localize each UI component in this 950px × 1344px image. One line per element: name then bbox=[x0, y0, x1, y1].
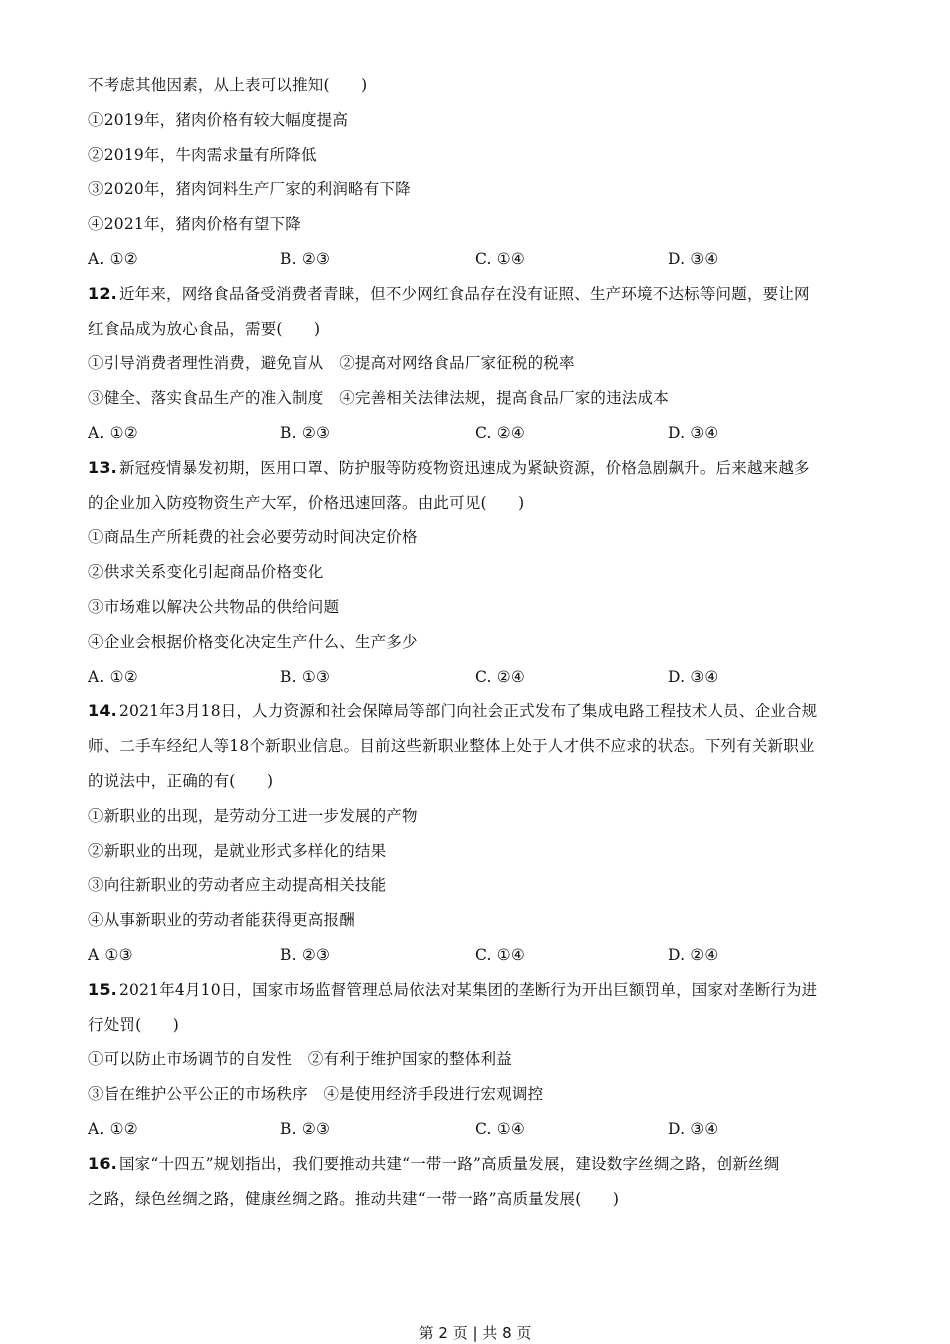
statement-item: ①新职业的出现，是劳动分工进一步发展的产物 bbox=[88, 806, 418, 825]
question-number: 12. bbox=[88, 283, 117, 303]
statement-item: ②新职业的出现，是就业形式多样化的结果 bbox=[88, 841, 387, 860]
option-a: A. ①② bbox=[88, 249, 138, 268]
statement-item: ①商品生产所耗费的社会必要劳动时间决定价格 bbox=[88, 528, 418, 547]
document-page bbox=[88, 68, 868, 1216]
question-stem bbox=[88, 1147, 868, 1182]
question-stem bbox=[88, 973, 868, 1008]
question-stem: 的说法中，正确的有( ) bbox=[88, 771, 274, 790]
option-b: B. ②③ bbox=[280, 249, 331, 268]
stem-text: 近年来，网络食品备受消费者青睐，但不少网红食品存在没有证照、生产环境不达标等问题，要让网 bbox=[118, 284, 810, 303]
option-b: B. ②③ bbox=[280, 423, 331, 442]
statement-item: ④企业会根据价格变化决定生产什么、生产多少 bbox=[88, 632, 418, 651]
statement-item: ③2020年，猪肉饲料生产厂家的利润略有下降 bbox=[88, 180, 411, 199]
answer-options bbox=[88, 416, 868, 451]
answer-options bbox=[88, 938, 868, 973]
statement-item: ①可以防止市场调节的自发性 ②有利于维护国家的整体利益 bbox=[88, 1050, 512, 1069]
question-number: 15. bbox=[88, 979, 117, 999]
question-stem: 的企业加入防疫物资生产大军，价格迅速回落。由此可见( ) bbox=[88, 493, 525, 512]
question-stem bbox=[88, 694, 868, 729]
statement-item: ①2019年，猪肉价格有较大幅度提高 bbox=[88, 110, 349, 129]
option-c: C. ①④ bbox=[475, 1119, 525, 1138]
statement-item: ④2021年，猪肉价格有望下降 bbox=[88, 215, 301, 234]
option-d: D. ③④ bbox=[668, 423, 719, 442]
stem-text: 国家“十四五”规划指出，我们要推动共建“一带一路”高质量发展，建设数字丝绸之路，创新丝绸 bbox=[118, 1154, 780, 1173]
statement-item: ③市场难以解决公共物品的供给问题 bbox=[88, 597, 340, 616]
option-d: D. ③④ bbox=[668, 249, 719, 268]
option-c: C. ②④ bbox=[475, 667, 525, 686]
stem-text: 2021年4月10日，国家市场监督管理总局依法对某集团的垄断行为开出巨额罚单，国家对垄断行为进 bbox=[118, 980, 818, 999]
statement-item: ①引导消费者理性消费，避免盲从 ②提高对网络食品厂家征税的税率 bbox=[88, 354, 575, 373]
answer-options bbox=[88, 1112, 868, 1147]
statement-item: ②供求关系变化引起商品价格变化 bbox=[88, 563, 324, 582]
option-b: B. ②③ bbox=[280, 945, 331, 964]
option-c: C. ①④ bbox=[475, 249, 525, 268]
statement-item: ③旨在维护公平公正的市场秩序 ④是使用经济手段进行宏观调控 bbox=[88, 1085, 544, 1104]
option-a: A ①③ bbox=[88, 945, 133, 964]
option-b: B. ①③ bbox=[280, 667, 331, 686]
question-stem: 红食品成为放心食品，需要( ) bbox=[88, 319, 321, 338]
option-c: C. ①④ bbox=[475, 945, 525, 964]
question-stem: 行处罚( ) bbox=[88, 1015, 179, 1034]
stem-text: 2021年3月18日，人力资源和社会保障局等部门向社会正式发布了集成电路工程技术人员、企业合规 bbox=[118, 702, 818, 721]
option-a: A. ①② bbox=[88, 1119, 138, 1138]
page-footer: 第 2 页 | 共 8 页 bbox=[418, 1324, 532, 1342]
question-number: 14. bbox=[88, 701, 117, 721]
answer-options bbox=[88, 660, 868, 695]
question-stem: 师、二手车经纪人等18个新职业信息。目前这些新职业整体上处于人才供不应求的状态。下列有关新职业 bbox=[88, 737, 815, 756]
answer-options bbox=[88, 242, 868, 277]
question-stem: 不考虑其他因素，从上表可以推知( ) bbox=[88, 76, 368, 94]
question-number: 16. bbox=[88, 1153, 117, 1173]
question-stem bbox=[88, 277, 868, 312]
statement-item: ④从事新职业的劳动者能获得更高报酬 bbox=[88, 911, 355, 930]
question-stem bbox=[88, 451, 868, 486]
question-stem: 之路，绿色丝绸之路，健康丝绸之路。推动共建“一带一路”高质量发展( ) bbox=[88, 1189, 620, 1208]
option-a: A. ①② bbox=[88, 423, 138, 442]
statement-item: ②2019年，牛肉需求量有所降低 bbox=[88, 145, 317, 164]
option-d: D. ③④ bbox=[668, 1119, 719, 1138]
option-a: A. ①② bbox=[88, 667, 138, 686]
option-d: D. ③④ bbox=[668, 667, 719, 686]
statement-item: ③向往新职业的劳动者应主动提高相关技能 bbox=[88, 876, 387, 895]
stem-text: 新冠疫情暴发初期，医用口罩、防护服等防疫物资迅速成为紧缺资源，价格急剧飙升。后来越来越多 bbox=[118, 458, 810, 477]
option-b: B. ②③ bbox=[280, 1119, 331, 1138]
option-d: D. ②④ bbox=[668, 945, 719, 964]
question-number: 13. bbox=[88, 457, 117, 477]
statement-item: ③健全、落实食品生产的准入制度 ④完善相关法律法规，提高食品厂家的违法成本 bbox=[88, 389, 669, 408]
option-c: C. ②④ bbox=[475, 423, 525, 442]
